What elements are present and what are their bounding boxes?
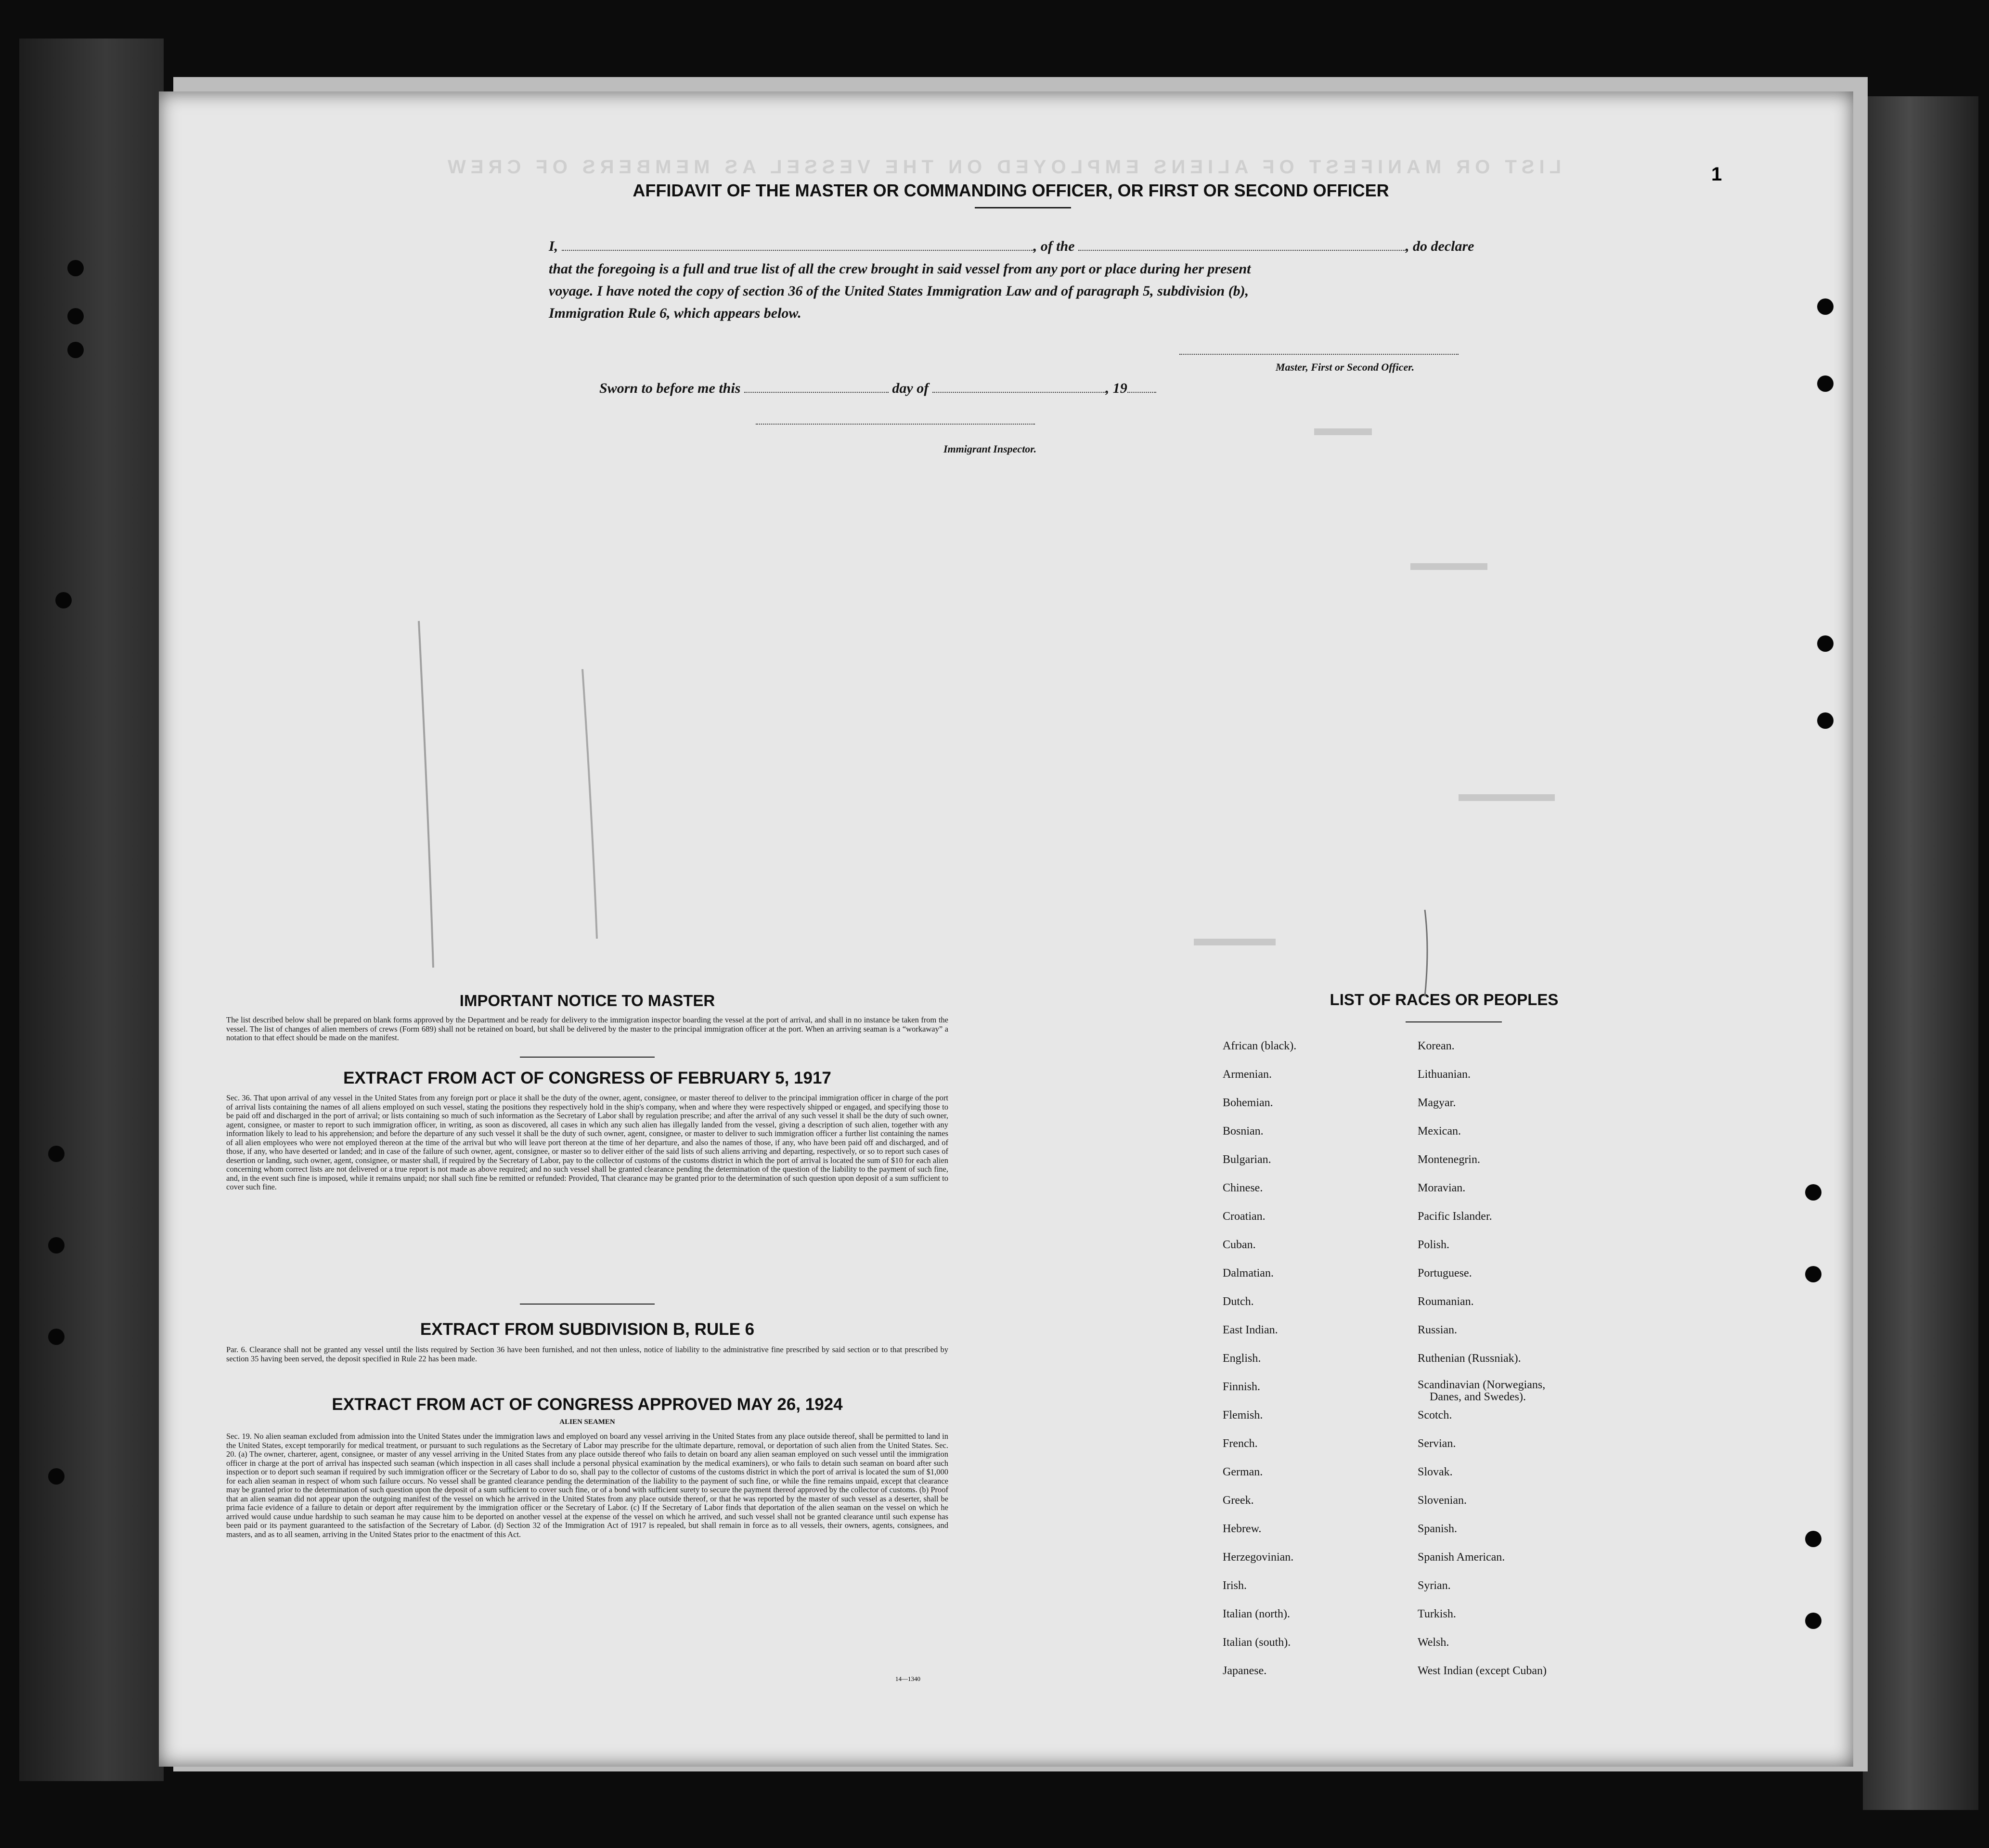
race-item: Bohemian. (1223, 1097, 1273, 1109)
race-item: Flemish. (1223, 1409, 1263, 1422)
binder-hole (67, 260, 84, 276)
binder-hole (55, 592, 72, 608)
affidavit-line-4: Immigration Rule 6, which appears below. (549, 305, 801, 321)
rule-6-title: EXTRACT FROM SUBDIVISION B, RULE 6 (420, 1320, 755, 1339)
race-item: African (black). (1223, 1040, 1297, 1052)
race-item: Spanish. (1418, 1523, 1458, 1535)
race-item: Magyar. (1418, 1097, 1456, 1109)
race-item: English. (1223, 1352, 1261, 1365)
sworn-label: Sworn to before me this (599, 380, 741, 396)
race-item: Irish. (1223, 1579, 1247, 1592)
binder-hole (48, 1237, 65, 1254)
race-item: Portuguese. (1418, 1267, 1472, 1279)
affidavit-do-declare: , do declare (1406, 238, 1474, 254)
punch-hole (1817, 298, 1834, 315)
affidavit-line-2: that the foregoing is a full and true list of all the crew brought in said vessel from any port or place during her present (549, 261, 1251, 277)
race-item: Slovak. (1418, 1466, 1453, 1478)
punch-hole (1805, 1613, 1821, 1629)
affidavit-line-3: voyage. I have noted the copy of section 36 of the United States Immigration Law and of paragraph 5, subdivision (b), (549, 283, 1249, 299)
binder-hole (48, 1468, 65, 1485)
crease-marks (159, 91, 1853, 1767)
notice-text: The list described below shall be prepared on blank forms approved by the Department and be ready for delivery to the immigration inspector boarding the vessel at the port of arrival, and shall in no instance be taken from the vessel. The list of changes of alien members of crews (Form 689) shall not be retained on board, but shall be delivered by the master to the principal immigration officer at the port. When an arriving seaman is a “workaway” a notation to that effect should be made on the manifest. (226, 1015, 948, 1042)
binder-hole (48, 1146, 65, 1162)
race-item: Moravian. (1418, 1182, 1466, 1194)
extract-1924-title: EXTRACT FROM ACT OF CONGRESS APPROVED MAY 26, 1924 (332, 1395, 843, 1414)
race-item: Syrian. (1418, 1579, 1451, 1592)
page-number: 1 (1711, 164, 1722, 185)
punch-hole (1817, 712, 1834, 729)
race-item: French. (1223, 1437, 1258, 1450)
signature-label: Master, First or Second Officer. (1276, 361, 1415, 373)
bleed-through-text: LIST OR MANIFEST OF ALIENS EMPLOYED ON THE VESSEL AS MEMBERS OF CREW (443, 156, 1562, 178)
race-item: German. (1223, 1466, 1263, 1478)
extract-1917-title: EXTRACT FROM ACT OF CONGRESS OF FEBRUARY 5, 1917 (343, 1069, 831, 1087)
notice-title: IMPORTANT NOTICE TO MASTER (459, 992, 715, 1009)
race-item: Spanish American. (1418, 1551, 1505, 1564)
race-item: Greek. (1223, 1494, 1254, 1507)
race-item: Croatian. (1223, 1210, 1266, 1223)
race-item: Roumanian. (1418, 1295, 1474, 1308)
binder-hole (67, 308, 84, 324)
race-item: Japanese. (1223, 1665, 1267, 1677)
form-number: 14—1340 (895, 1675, 920, 1682)
punch-hole (1817, 635, 1834, 652)
race-item: Bosnian. (1223, 1125, 1264, 1137)
race-item: Scotch. (1418, 1409, 1452, 1422)
extract-1917-text: Sec. 36. That upon arrival of any vessel in the United States from any foreign port or place it shall be the duty of the owner, agent, consignee, or master thereof to deliver to the principal immigration officer in charge of the port of arrival lists containing the names of all aliens employed on such vessel, stating the positions they respectively hold in the ship's company, when and where they were respectively shipped or engaged, and specifying those to be paid off and discharged in the port of arrival; or lists containing so much of such information as the Secretary of Labor shall by regulation prescribe; and after the arrival of any such vessel it shall be the duty of such owner, agent, consignee, or master to report to such immigration officer, in writing, as soon as discovered, all cases in which any such alien has illegally landed from the vessel, giving a description of such alien, together with any information likely to lead to his apprehension; and before the departure of any such vessel it shall be the duty of such owner, agent, consignee, or master to deliver to such immigration officer a further list containing the names of all alien employees who were not employed thereon at the time of the arrival but who will leave port thereon at the time of her departure, and also the names of those, if any, who have been paid off and discharged, and of those, if any, who have deserted or landed; and in case of the failure of such owner, agent, consignee, or master so to deliver either of the said lists of such aliens arriving and departing, respectively, or so to report such cases of desertion or landing, such owner, agent, consignee, or master shall, if required by the Secretary of Labor, pay to the collector of customs of the customs district in which the port of arrival is located the sum of $10 for each alien concerning whom correct lists are not delivered or a true report is not made as above required; and no such vessel shall be granted clearance pending the determination of the question of the liability to the payment of such fine, and, in the event such fine is imposed, while it remains unpaid; nor shall such fine be remitted or refunded: Provided, That clearance may be granted prior to the determination of such question upon deposit of a sum sufficient to cover such fine. (226, 1093, 948, 1191)
rule-6-text: Par. 6. Clearance shall not be granted any vessel until the lists required by Section 36 have been furnished, and not then unless, notice of liability to the administrative fine prescribed by said section or to that prescribed by section 35 having been served, the deposit specified in Rule 22 has been made. (226, 1345, 948, 1363)
manifest-page (159, 91, 1853, 1767)
race-item: Finnish. (1223, 1381, 1261, 1393)
affidavit-of-the: , of the (1033, 238, 1075, 254)
race-item: Chinese. (1223, 1182, 1263, 1194)
day-of-label: day of (892, 380, 929, 396)
punch-hole (1805, 1531, 1821, 1547)
binder-hole (67, 342, 84, 358)
race-item: Servian. (1418, 1437, 1456, 1450)
year-prefix: , 19 (1105, 380, 1127, 396)
race-item: West Indian (except Cuban) (1418, 1665, 1547, 1677)
race-item: Dutch. (1223, 1295, 1254, 1308)
binder-left (19, 39, 164, 1781)
race-item: Scandinavian (Norwegians, (1418, 1379, 1546, 1391)
race-item: East Indian. (1223, 1324, 1278, 1336)
race-item: Herzegovinian. (1223, 1551, 1294, 1564)
race-item: Danes, and Swedes). (1430, 1391, 1526, 1403)
race-item: Hebrew. (1223, 1523, 1262, 1535)
race-item: Dalmatian. (1223, 1267, 1274, 1279)
race-item: Welsh. (1418, 1636, 1449, 1649)
binder-hole (48, 1329, 65, 1345)
alien-seamen-subtitle: ALIEN SEAMEN (559, 1418, 615, 1426)
race-item: Montenegrin. (1418, 1153, 1480, 1166)
race-item: Mexican. (1418, 1125, 1461, 1137)
punch-hole (1805, 1266, 1821, 1282)
binder-right (1863, 96, 1978, 1810)
race-item: Polish. (1418, 1239, 1450, 1251)
race-item: Armenian. (1223, 1068, 1272, 1081)
race-item: Ruthenian (Russniak). (1418, 1352, 1521, 1365)
inspector-label: Immigrant Inspector. (943, 443, 1037, 455)
race-item: Bulgarian. (1223, 1153, 1271, 1166)
race-item: Turkish. (1418, 1608, 1456, 1620)
races-title: LIST OF RACES OR PEOPLES (1330, 991, 1559, 1008)
punch-hole (1817, 375, 1834, 392)
race-item: Italian (north). (1223, 1608, 1290, 1620)
race-item: Cuban. (1223, 1239, 1256, 1251)
extract-1924-text: Sec. 19. No alien seaman excluded from admission into the United States under the immigration laws and employed on board any vessel arriving in the United States from any place outside thereof, shall be permitted to land in the United States, except temporarily for medical treatment, or pursuant to such regulations as the Secretary of Labor may prescribe for the ultimate departure, removal, or deportation of such alien from the United States. Sec. 20. (a) The owner, charterer, agent, consignee, or master of any vessel arriving in the United States from any place outside thereof who fails to detain on board any alien seaman employed on such vessel until the immigration officer in charge at the port of arrival has inspected such seaman (which inspection in all cases shall include a personal physical examination by the medical examiners), or who fails to detain such seaman on board after such inspection or to deport such seaman if required by such immigration officer or the Secretary of Labor to do so, shall pay to the collector of customs of the customs district in which the port of arrival is located the sum of $1,000 for each alien seaman in respect of whom such failure occurs. No vessel shall be granted clearance pending the determination of the liability to the payment of such fine, or while the fine remains unpaid, except that clearance may be granted prior to the determination of such question upon the deposit of a sum sufficient to cover such fine, or of a bond with sufficient surety to secure the payment thereof approved by the collector of customs. (b) Proof that an alien seaman did not appear upon the outgoing manifest of the vessel on which he arrived in the United States from any place outside thereof, or that he was reported by the master of such vessel as a deserter, shall be prima facie evidence of a failure to detain or deport after requirement by the immigration officer or the Secretary of Labor. (c) If the Secretary of Labor finds that deportation of the alien seaman on the vessel on which he arrived would cause undue hardship to such seaman he may cause him to be deported on another vessel at the expense of the vessel on which he arrived, and such vessel shall not be granted clearance until such expense has been paid or its payment guaranteed to the satisfaction of the Secretary of Labor. (d) Section 32 of the Immigration Act of 1917 is repealed, but shall remain in force as to all vessels, their owners, agents, consignees, and masters, and as to all seamen, arriving in the United States prior to the enactment of this Act. (226, 1432, 948, 1539)
punch-hole (1805, 1184, 1821, 1201)
race-item: Pacific Islander. (1418, 1210, 1492, 1223)
race-item: Slovenian. (1418, 1494, 1467, 1507)
race-item: Russian. (1418, 1324, 1458, 1336)
affidavit-i: I, (549, 238, 558, 254)
affidavit-title: AFFIDAVIT OF THE MASTER OR COMMANDING OFFICER, OR FIRST OR SECOND OFFICER (633, 181, 1389, 200)
race-item: Lithuanian. (1418, 1068, 1471, 1081)
race-item: Italian (south). (1223, 1636, 1291, 1649)
race-item: Korean. (1418, 1040, 1455, 1052)
